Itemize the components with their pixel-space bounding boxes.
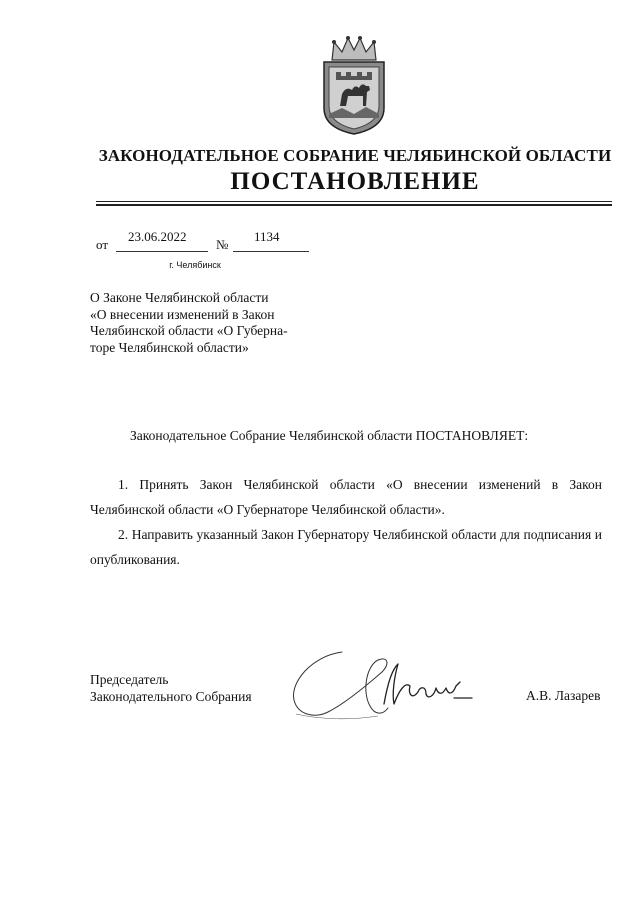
header-divider: [96, 201, 612, 202]
header-divider-thick: [96, 204, 612, 206]
subject-line: О Законе Челябинской области: [90, 290, 269, 305]
signer-position-line: Председатель: [90, 672, 169, 687]
handwritten-signature-icon: [282, 642, 494, 724]
date-underline: [116, 251, 208, 252]
paragraph-1: [90, 472, 602, 522]
document-number: 1134: [254, 229, 280, 244]
date-label: от: [96, 237, 109, 252]
document-subject: [90, 290, 299, 356]
signer-name: А.В. Лазарев: [526, 688, 601, 703]
signer-position: [90, 671, 252, 705]
city-label: г. Челябинск: [169, 260, 221, 270]
document-date: 23.06.2022: [128, 229, 187, 244]
signer-position-line: Законодательного Собрания: [90, 689, 252, 704]
paragraph-text: 2. Направить указанный Закон Губернатору Челябинской области для подписания и опубликования.: [90, 527, 602, 567]
subject-line: торе Челябинской области»: [90, 339, 249, 355]
number-underline: [233, 251, 309, 252]
number-label: №: [216, 237, 229, 252]
paragraph-text: 1. Принять Закон Челябинской области «О внесении изменений в Закон Челябинской области «О Губернаторе Челябинской области».: [90, 477, 602, 517]
paragraph-2: [90, 522, 602, 572]
preamble-text: Законодательное Собрание Челябинской области ПОСТАНОВЛЯЕТ:: [130, 428, 529, 443]
subject-line: «О внесении изменений в Закон: [90, 306, 275, 322]
coat-of-arms-icon: [312, 30, 396, 136]
organization-title: ЗАКОНОДАТЕЛЬНОЕ СОБРАНИЕ ЧЕЛЯБИНСКОЙ ОБЛАСТИ: [98, 146, 612, 165]
subject-line: Челябинской области «О Губерна-: [90, 323, 288, 338]
document-type-title: ПОСТАНОВЛЕНИЕ: [230, 168, 480, 195]
